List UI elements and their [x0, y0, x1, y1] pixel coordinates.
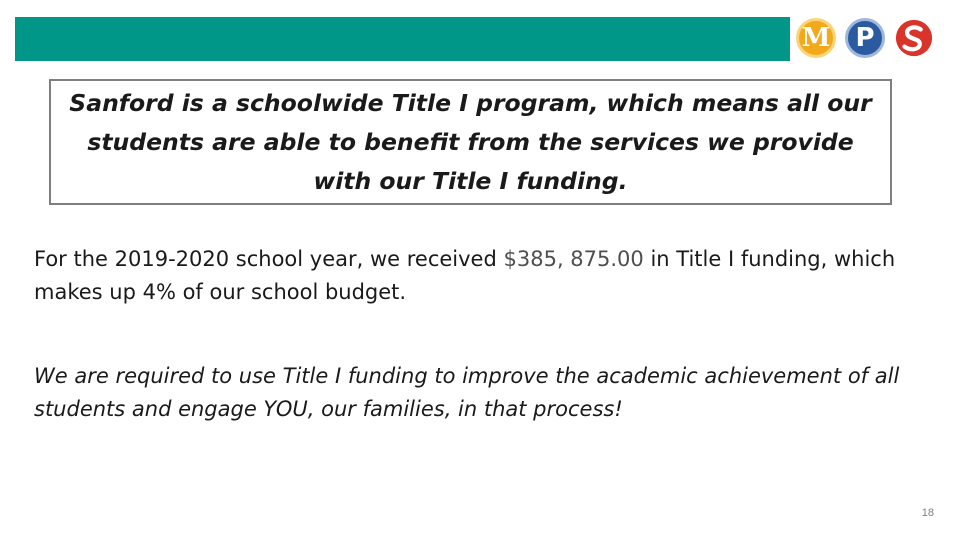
funding-text-start: For the 2019-2020 school year, we received — [34, 247, 504, 271]
m-logo-letter: M — [801, 23, 831, 53]
page-number: 18 — [921, 507, 934, 519]
s-logo-icon — [894, 18, 934, 58]
funding-text-end: in Title I funding, which makes up 4% of our school budget. — [34, 247, 896, 304]
callout-text: Sanford is a schoolwide Title I program, which means all our students are able to benefit from the services we provide with our Title I funding. — [69, 88, 872, 195]
requirement-paragraph — [34, 360, 944, 426]
funding-amount: $385, 875.00 — [503, 247, 644, 271]
s-logo-graphic — [894, 17, 934, 59]
m-logo-icon — [796, 18, 836, 58]
header-bar — [15, 17, 790, 61]
p-logo-icon — [845, 18, 885, 58]
funding-paragraph — [34, 243, 944, 309]
requirement-text: We are required to use Title I funding to improve the academic achievement of all students and engage YOU, our families, in that process! — [34, 364, 900, 421]
title-i-callout-box — [49, 79, 892, 205]
logo-group — [794, 16, 944, 62]
p-logo-letter: P — [855, 23, 875, 53]
